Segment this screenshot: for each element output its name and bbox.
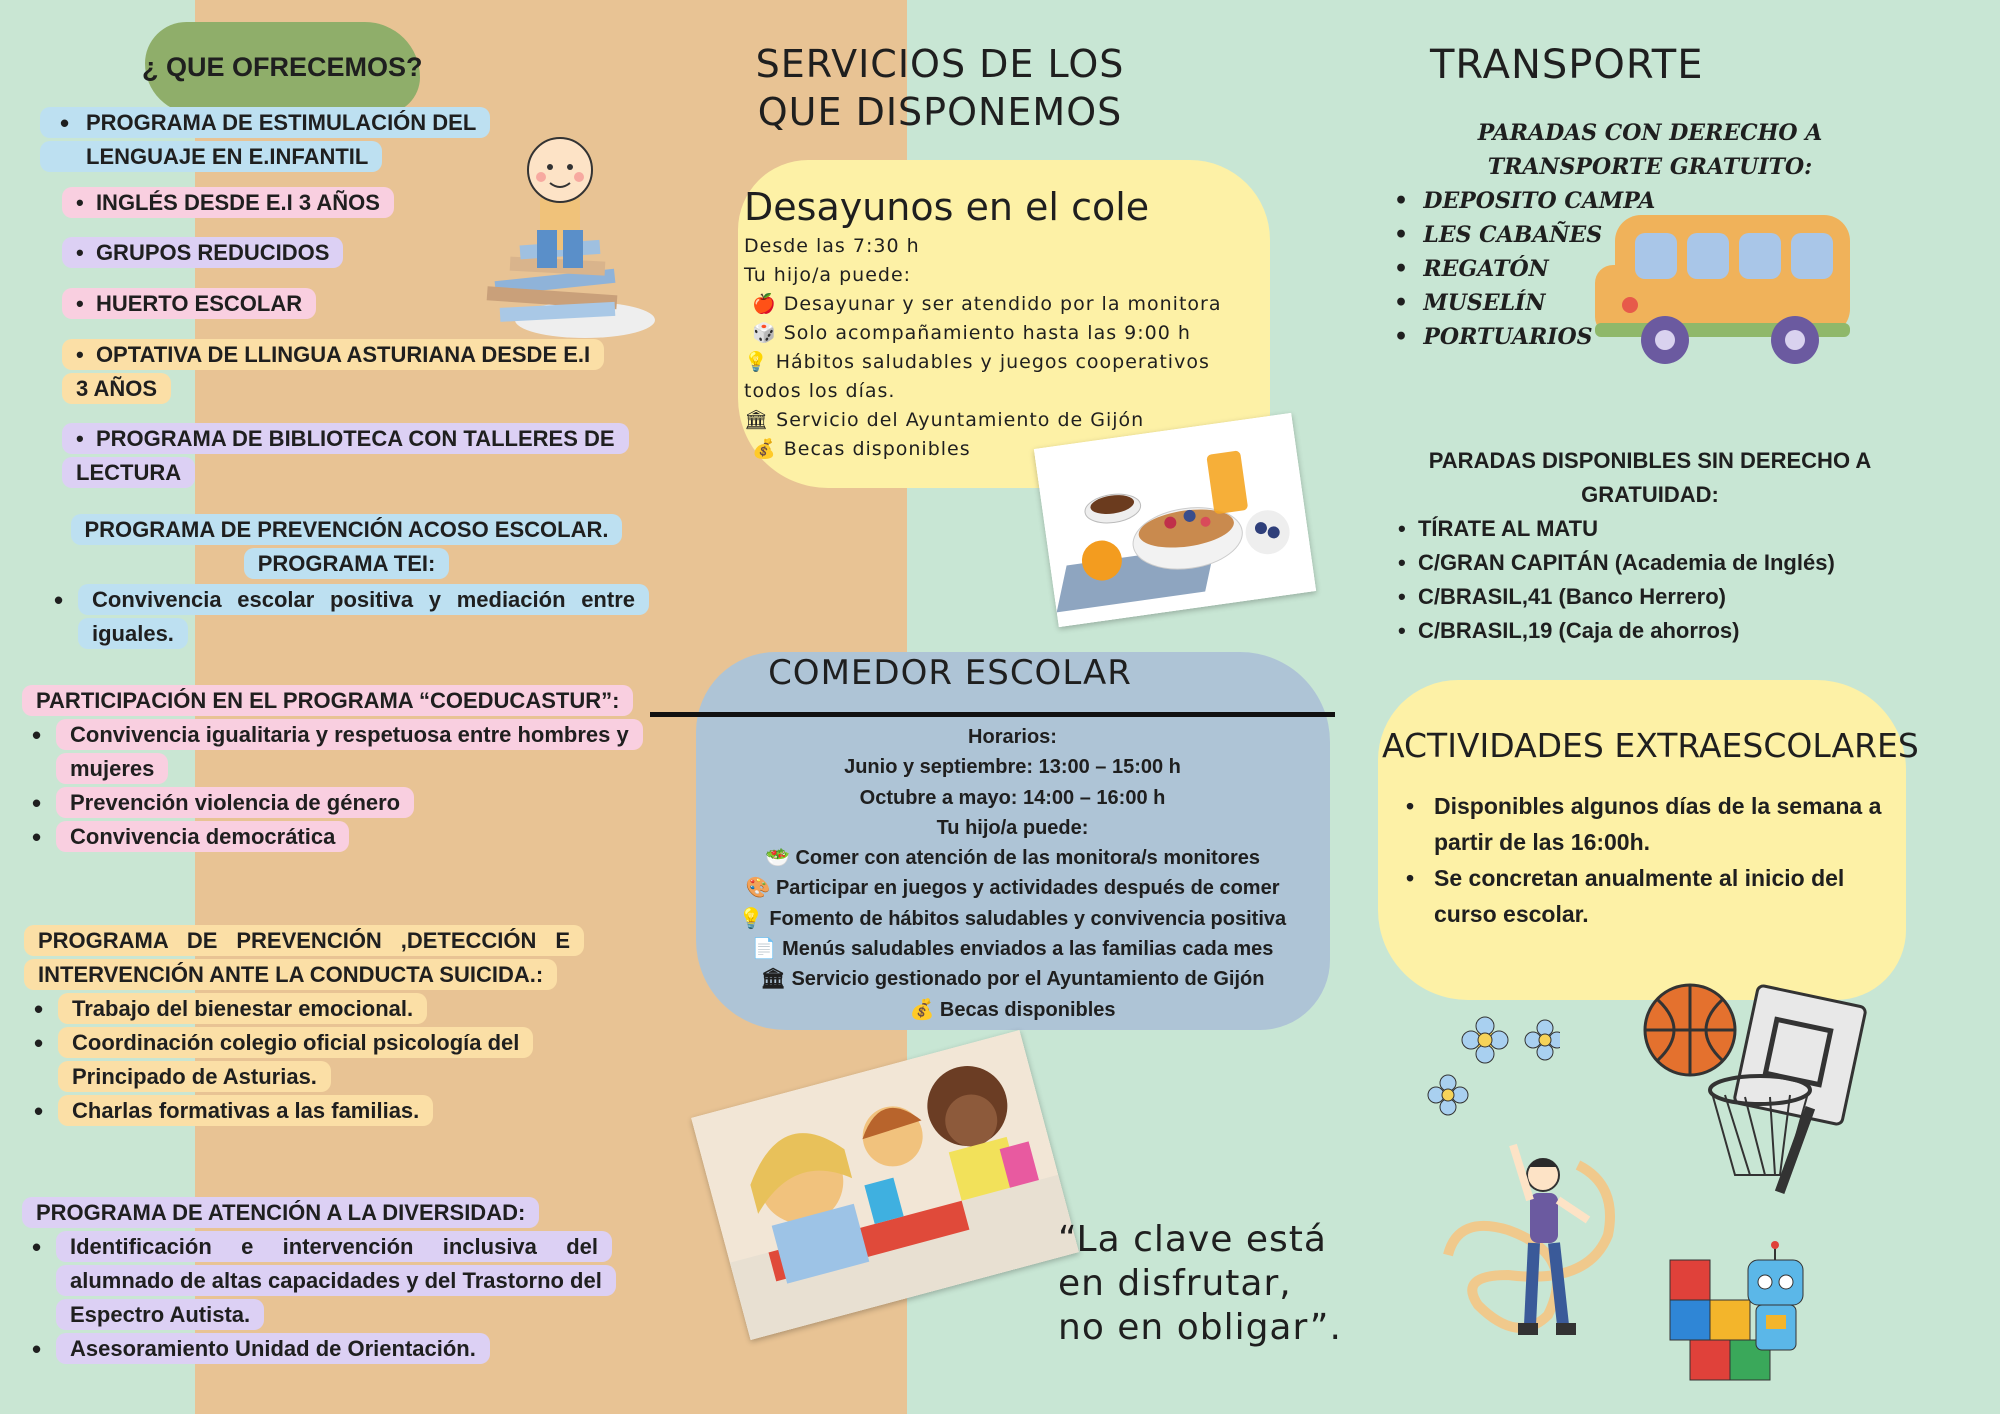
stop-item: • LES CABAÑES <box>1394 222 1603 248</box>
bullet-icon: • <box>76 342 96 367</box>
apple-icon: 🍎 <box>752 293 777 315</box>
breakfast-line: 🍎 Desayunar y ser atendido por la monitora <box>752 293 1222 315</box>
offer-item-huerto: • HUERTO ESCOLAR <box>62 287 316 321</box>
bullet-icon: • <box>60 108 70 138</box>
stop-item: • PORTUARIOS <box>1394 324 1593 350</box>
diversidad-bullet: • Asesoramiento Unidad de Orientación. <box>22 1332 612 1366</box>
breakfast-line: 🎲 Solo acompañamiento hasta las 9:00 h <box>752 322 1191 344</box>
breakfast-title: Desayunos en el cole <box>744 185 1150 229</box>
acoso-section <box>44 513 649 651</box>
suicida-bullet: • Charlas formativas a las familias. <box>24 1094 584 1128</box>
lunch-divider <box>650 712 1335 717</box>
suicida-bullet: • Trabajo del bienestar emocional. <box>24 992 584 1026</box>
suicida-bullet: • Coordinación colegio oficial psicología del Principado de Asturias. <box>24 1026 534 1094</box>
transport-title: TRANSPORTE <box>1430 42 1704 88</box>
offer-item-ingles: • INGLÉS DESDE E.I 3 AÑOS <box>62 186 394 220</box>
breakfast-line: 🏛 Servicio del Ayuntamiento de Gijón <box>744 409 1145 431</box>
lunch-line: 🏛 Servicio gestionado por el Ayuntamiento de Gijón <box>760 968 1265 991</box>
bullet-icon: • <box>1398 550 1418 575</box>
lunch-line: Tu hijo/a puede: <box>936 816 1089 839</box>
bullet-icon: • <box>1394 222 1424 248</box>
stop-item: • C/BRASIL,19 (Caja de ahorros) <box>1398 618 1740 643</box>
stop-item: • C/BRASIL,41 (Banco Herrero) <box>1398 584 1727 609</box>
bullet-icon: • <box>1398 516 1418 541</box>
bullet-icon: • <box>76 426 96 451</box>
coeducastur-bullet: • Prevención violencia de género <box>22 786 642 820</box>
bullet-icon: • <box>1394 324 1424 350</box>
town-hall-icon: 🏛 <box>744 409 770 431</box>
diversidad-section <box>22 1196 612 1366</box>
bullet-icon: • <box>1398 618 1418 643</box>
extracurricular-list <box>1402 788 1892 932</box>
breakfast-line: 💰 Becas disponibles <box>752 438 971 460</box>
bullet-icon: • <box>76 240 96 265</box>
lunch-line: 🥗 Comer con atención de las monitora/s monitores <box>764 847 1260 870</box>
coeducastur-bullet: • Convivencia democrática <box>22 820 642 854</box>
extracurricular-item: • Disponibles algunos días de la semana a partir de las 16:00h. <box>1402 788 1892 860</box>
palette-icon: 🎨 <box>745 877 771 900</box>
offer-title: ¿ QUE OFRECEMOS? <box>142 52 423 82</box>
document-icon: 📄 <box>751 938 777 961</box>
free-stops-heading: PARADAS CON DERECHO A TRANSPORTE GRATUITO: <box>1477 120 1823 180</box>
services-title: SERVICIOS DE LOS QUE DISPONEMOS <box>755 42 1125 134</box>
gymnast-illustration <box>1438 1125 1658 1355</box>
acoso-bullet: • Convivencia escolar positiva y mediación entre iguales. <box>44 583 649 651</box>
stop-item: • TÍRATE AL MATU <box>1398 516 1598 541</box>
toy-blocks-robot-illustration <box>1668 1240 1828 1390</box>
quote-text: “La clave está en disfrutar, no en obligar”. <box>1058 1219 1342 1348</box>
bullet-icon: • <box>1394 188 1424 214</box>
town-hall-icon: 🏛 <box>760 968 786 991</box>
offer-item-grupos: • GRUPOS REDUCIDOS <box>62 236 343 270</box>
lightbulb-icon: 💡 <box>738 907 764 930</box>
money-bag-icon: 💰 <box>752 438 777 460</box>
stop-item: • C/GRAN CAPITÁN (Academia de Inglés) <box>1398 550 1835 575</box>
suicida-heading: PROGRAMA DE PREVENCIÓN ,DETECCIÓN E INTERVENCIÓN ANTE LA CONDUCTA SUICIDA.: <box>24 925 584 990</box>
extracurricular-item: • Se concretan anualmente al inicio del curso escolar. <box>1402 860 1892 932</box>
lunch-line: Junio y septiembre: 13:00 – 15:00 h <box>844 756 1181 779</box>
breakfast-photo <box>1034 413 1317 627</box>
bullet-icon: • <box>1394 290 1424 316</box>
breakfast-time: Desde las 7:30 h <box>744 235 920 257</box>
acoso-heading: PROGRAMA DE PREVENCIÓN ACOSO ESCOLAR. PROGRAMA TEI: <box>71 514 623 579</box>
coeducastur-heading: PARTICIPACIÓN EN EL PROGRAMA “COEDUCASTUR”: <box>22 685 633 716</box>
basketball-hoop-illustration <box>1640 945 1870 1205</box>
diversidad-bullet: • Identificación e intervención inclusiva del alumnado de altas capacidades y del Trastorno del Espectro Autista. <box>22 1230 612 1332</box>
bullet-icon: • <box>76 190 96 215</box>
breakfast-content <box>744 182 1264 464</box>
bullet-icon: • <box>1398 584 1418 609</box>
lunch-title: COMEDOR ESCOLAR <box>768 653 1132 693</box>
lunch-line: 📄 Menús saludables enviados a las familias cada mes <box>751 938 1274 961</box>
breakfast-line: 💡 Hábitos saludables y juegos cooperativos todos los días. <box>744 351 1210 402</box>
paid-stops-heading: PARADAS DISPONIBLES SIN DERECHO A GRATUIDAD: <box>1428 448 1872 507</box>
bullet-icon: • <box>76 291 96 316</box>
offer-item-biblioteca: • PROGRAMA DE BIBLIOTECA CON TALLERES DE LECTURA <box>62 422 624 490</box>
breakfast-intro: Tu hijo/a puede: <box>744 264 912 286</box>
coeducastur-section <box>22 684 642 854</box>
lunch-line: 💰 Becas disponibles <box>909 998 1116 1021</box>
extracurricular-title: ACTIVIDADES EXTRAESCOLARES <box>1382 726 1919 765</box>
lunch-line: 💡 Fomento de hábitos saludables y convivencia positiva <box>738 907 1287 930</box>
offer-item-lenguaje: • PROGRAMA DE ESTIMULACIÓN DEL LENGUAJE EN E.INFANTIL <box>40 106 500 174</box>
lightbulb-icon: 💡 <box>744 351 769 373</box>
coeducastur-bullet: • Convivencia igualitaria y respetuosa entre hombres y mujeres <box>22 718 642 786</box>
school-bus-illustration <box>1595 205 1860 375</box>
stop-item: • REGATÓN <box>1394 256 1549 282</box>
dice-icon: 🎲 <box>752 322 777 344</box>
salad-icon: 🥗 <box>764 847 790 870</box>
flowers-illustration <box>1420 1010 1560 1130</box>
lunch-line: Horarios: <box>968 726 1057 748</box>
lunch-line: 🎨 Participar en juegos y actividades después de comer <box>745 877 1280 900</box>
diversidad-heading: PROGRAMA DE ATENCIÓN A LA DIVERSIDAD: <box>22 1197 539 1228</box>
stop-item: • DEPOSITO CAMPA <box>1394 188 1656 214</box>
lunch-line: Octubre a mayo: 14:00 – 16:00 h <box>859 786 1166 809</box>
bullet-icon: • <box>1406 793 1415 819</box>
stop-item: • MUSELÍN <box>1394 290 1546 316</box>
boy-on-books-illustration <box>465 125 660 340</box>
lunch-content <box>700 722 1325 1025</box>
offer-item-asturiana: • OPTATIVA DE LLINGUA ASTURIANA DESDE E.I 3 AÑOS <box>62 338 594 406</box>
money-bag-icon: 💰 <box>909 998 935 1021</box>
paid-stops-list <box>1398 512 1835 648</box>
suicida-section <box>24 924 584 1128</box>
bullet-icon: • <box>1406 865 1415 891</box>
bullet-icon: • <box>1394 256 1424 282</box>
